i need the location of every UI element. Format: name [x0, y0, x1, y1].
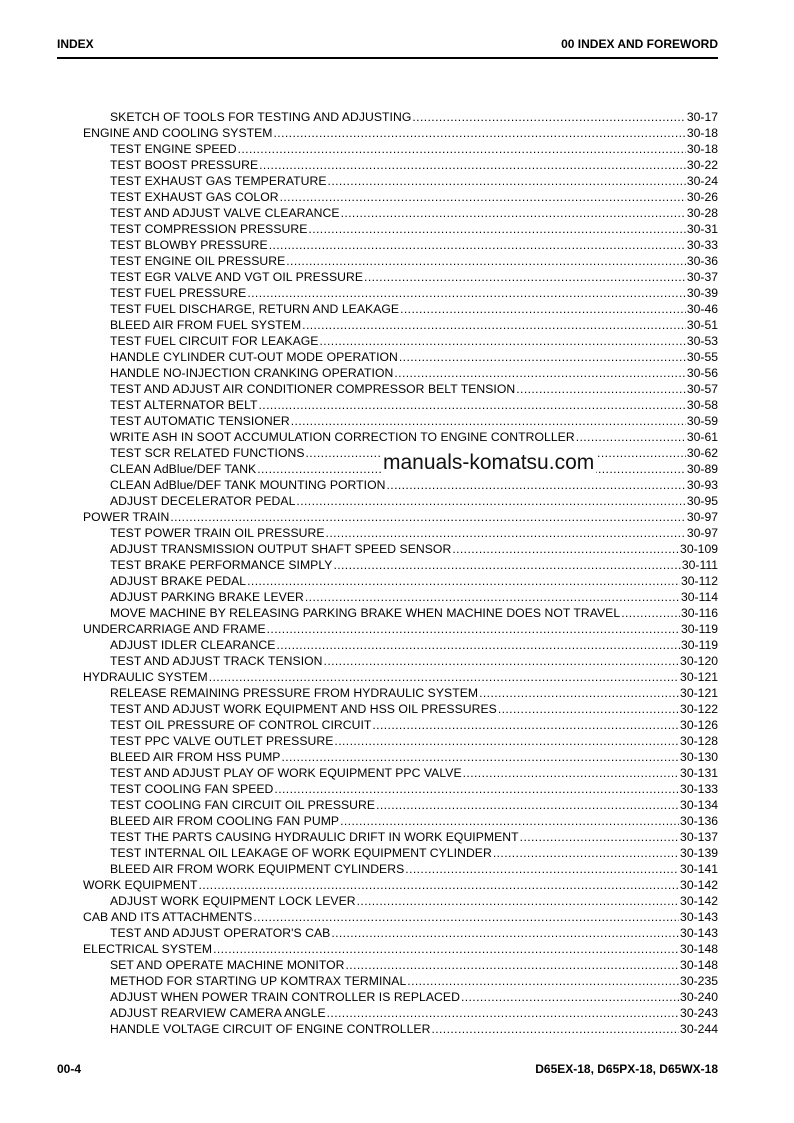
- toc-entry-title: TEST INTERNAL OIL LEAKAGE OF WORK EQUIPMENT CYLINDER: [110, 846, 492, 860]
- toc-dot-leader: [333, 557, 680, 573]
- toc-entry-page: 30-119: [680, 622, 718, 636]
- toc-section-entry[interactable]: [83, 877, 718, 893]
- toc-entry[interactable]: [83, 685, 718, 701]
- toc-entry-title: CAB AND ITS ATTACHMENTS: [83, 910, 253, 924]
- page-header: [57, 37, 718, 53]
- toc-dot-leader: [281, 749, 679, 765]
- toc-entry[interactable]: [83, 333, 718, 349]
- toc-dot-leader: [274, 781, 679, 797]
- toc-entry[interactable]: [83, 957, 718, 973]
- toc-entry[interactable]: [83, 365, 718, 381]
- toc-dot-leader: [498, 701, 679, 717]
- toc-dot-leader: [269, 237, 686, 253]
- toc-entry-page: 30-139: [680, 846, 718, 860]
- toc-entry-title: RELEASE REMAINING PRESSURE FROM HYDRAULIC SYSTEM: [110, 686, 479, 700]
- toc-entry-title: ENGINE AND COOLING SYSTEM: [83, 126, 273, 140]
- toc-entry[interactable]: [83, 637, 718, 653]
- toc-entry[interactable]: [83, 205, 718, 221]
- toc-entry-title: BLEED AIR FROM HSS PUMP: [110, 750, 281, 764]
- toc-entry-title: UNDERCARRIAGE AND FRAME: [83, 622, 266, 636]
- toc-entry-title: ADJUST TRANSMISSION OUTPUT SHAFT SPEED SENSOR: [110, 542, 452, 556]
- toc-entry-page: 30-148: [680, 942, 718, 956]
- toc-entry-title: ELECTRICAL SYSTEM: [83, 942, 213, 956]
- toc-dot-leader: [516, 381, 686, 397]
- toc-entry-title: ADJUST WORK EQUIPMENT LOCK LEVER: [110, 894, 356, 908]
- toc-entry-page: 30-121: [680, 686, 718, 700]
- toc-dot-leader: [621, 605, 680, 621]
- toc-entry[interactable]: [83, 989, 718, 1005]
- toc-entry-page: 30-244: [680, 1022, 718, 1036]
- toc-dot-leader: [308, 221, 685, 237]
- toc-dot-leader: [302, 317, 686, 333]
- toc-entry-page: 30-141: [680, 862, 718, 876]
- toc-entry-page: 30-18: [686, 142, 718, 156]
- header-chapter-title: 00 INDEX AND FOREWORD: [561, 37, 718, 51]
- toc-entry-page: 30-136: [680, 814, 718, 828]
- toc-entry-title: TEST AND ADJUST WORK EQUIPMENT AND HSS OIL PRESSURES: [110, 702, 497, 716]
- toc-entry-page: 30-51: [686, 318, 718, 332]
- toc-entry-title: ADJUST REARVIEW CAMERA ANGLE: [110, 1006, 326, 1020]
- toc-entry[interactable]: [83, 893, 718, 909]
- toc-entry-page: 30-61: [686, 430, 718, 444]
- toc-entry-title: TEST THE PARTS CAUSING HYDRAULIC DRIFT IN WORK EQUIPMENT: [110, 830, 519, 844]
- toc-dot-leader: [276, 637, 680, 653]
- toc-dot-leader: [461, 989, 679, 1005]
- toc-dot-leader: [394, 365, 685, 381]
- toc-dot-leader: [493, 845, 679, 861]
- toc-entry-page: 30-59: [686, 414, 718, 428]
- toc-entry-title: TEST SCR RELATED FUNCTIONS: [110, 446, 305, 460]
- toc-entry-page: 30-31: [686, 222, 718, 236]
- toc-entry-page: 30-126: [680, 718, 718, 732]
- toc-entry-title: CLEAN AdBlue/DEF TANK: [110, 462, 257, 476]
- toc-entry-page: 30-142: [680, 878, 718, 892]
- toc-dot-leader: [238, 141, 686, 157]
- toc-entry-page: 30-235: [680, 974, 718, 988]
- toc-dot-leader: [267, 621, 680, 637]
- toc-entry-title: TEST AUTOMATIC TENSIONER: [110, 414, 290, 428]
- toc-entry[interactable]: [83, 525, 718, 541]
- toc-entry-title: TEST FUEL DISCHARGE, RETURN AND LEAKAGE: [110, 302, 400, 316]
- toc-dot-leader: [400, 301, 686, 317]
- toc-entry-page: 30-143: [680, 926, 718, 940]
- toc-entry-title: BLEED AIR FROM COOLING FAN PUMP: [110, 814, 340, 828]
- toc-entry-page: 30-119: [680, 638, 718, 652]
- toc-entry-title: TEST COOLING FAN CIRCUIT OIL PRESSURE: [110, 798, 376, 812]
- toc-dot-leader: [213, 941, 679, 957]
- toc-entry-title: MOVE MACHINE BY RELEASING PARKING BRAKE WHEN MACHINE DOES NOT TRAVEL: [110, 606, 621, 620]
- page-number: 00-4: [57, 1062, 82, 1076]
- toc-dot-leader: [520, 829, 679, 845]
- toc-entry[interactable]: [83, 317, 718, 333]
- toc-entry-title: HANDLE CYLINDER CUT-OUT MODE OPERATION: [110, 350, 398, 364]
- toc-dot-leader: [407, 973, 679, 989]
- watermark: manuals-komatsu.com: [383, 451, 595, 474]
- header-divider: [57, 57, 718, 59]
- toc-section-entry[interactable]: [83, 669, 718, 685]
- toc-dot-leader: [291, 413, 686, 429]
- toc-entry[interactable]: [83, 557, 718, 573]
- toc-section-entry[interactable]: [83, 509, 718, 525]
- toc-entry-page: 30-62: [686, 446, 718, 460]
- toc-dot-leader: [253, 909, 679, 925]
- toc-section-entry[interactable]: [83, 621, 718, 637]
- toc-entry-title: TEST BRAKE PERFORMANCE SIMPLY: [110, 558, 333, 572]
- toc-entry[interactable]: [83, 589, 718, 605]
- toc-entry-page: 30-133: [680, 782, 718, 796]
- toc-entry[interactable]: [83, 701, 718, 717]
- toc-dot-leader: [341, 205, 686, 221]
- toc-section-entry[interactable]: [83, 941, 718, 957]
- toc-entry-title: TEST FUEL CIRCUIT FOR LEAKAGE: [110, 334, 319, 348]
- toc-dot-leader: [576, 429, 686, 445]
- toc-entry-page: 30-93: [686, 478, 718, 492]
- toc-entry-title: TEST BOOST PRESSURE: [110, 158, 259, 172]
- toc-entry-page: 30-26: [686, 190, 718, 204]
- toc-entry-title: TEST OIL PRESSURE OF CONTROL CIRCUIT: [110, 718, 372, 732]
- toc-entry-title: BLEED AIR FROM WORK EQUIPMENT CYLINDERS: [110, 862, 405, 876]
- toc-dot-leader: [346, 957, 680, 973]
- toc-entry[interactable]: [83, 717, 718, 733]
- toc-entry-page: 30-120: [680, 654, 718, 668]
- toc-entry-title: HANDLE VOLTAGE CIRCUIT OF ENGINE CONTROLLER: [110, 1022, 431, 1036]
- toc-dot-leader: [259, 397, 686, 413]
- toc-entry[interactable]: [83, 173, 718, 189]
- toc-entry-title: WRITE ASH IN SOOT ACCUMULATION CORRECTION TO ENGINE CONTROLLER: [110, 430, 575, 444]
- toc-entry[interactable]: [83, 397, 718, 413]
- toc-entry[interactable]: [83, 653, 718, 669]
- toc-entry-title: BLEED AIR FROM FUEL SYSTEM: [110, 318, 302, 332]
- toc-dot-leader: [324, 653, 680, 669]
- toc-dot-leader: [247, 573, 680, 589]
- toc-entry[interactable]: [83, 301, 718, 317]
- toc-entry[interactable]: [83, 493, 718, 509]
- toc-entry-page: 30-122: [680, 702, 718, 716]
- toc-entry-title: TEST EXHAUST GAS TEMPERATURE: [110, 174, 327, 188]
- toc-section-entry[interactable]: [83, 125, 718, 141]
- toc-entry-title: POWER TRAIN: [83, 510, 170, 524]
- toc-entry[interactable]: [83, 1021, 718, 1037]
- toc-dot-leader: [405, 861, 679, 877]
- toc-entry-page: 30-89: [686, 462, 718, 476]
- toc-entry-page: 30-112: [680, 574, 718, 588]
- toc-entry-page: 30-22: [686, 158, 718, 172]
- toc-entry[interactable]: [83, 973, 718, 989]
- toc-entry[interactable]: [83, 285, 718, 301]
- toc-entry-page: 30-24: [686, 174, 718, 188]
- toc-entry-title: TEST POWER TRAIN OIL PRESSURE: [110, 526, 325, 540]
- toc-entry[interactable]: [83, 189, 718, 205]
- toc-entry-page: 30-28: [686, 206, 718, 220]
- toc-section-entry[interactable]: [83, 909, 718, 925]
- toc-dot-leader: [319, 333, 685, 349]
- toc-entry[interactable]: [83, 925, 718, 941]
- toc-dot-leader: [274, 125, 686, 141]
- toc-entry[interactable]: [83, 733, 718, 749]
- toc-entry[interactable]: [83, 765, 718, 781]
- toc-entry-title: SKETCH OF TOOLS FOR TESTING AND ADJUSTING: [110, 110, 412, 124]
- table-of-contents: [83, 109, 718, 1037]
- toc-entry[interactable]: [83, 237, 718, 253]
- toc-entry-page: 30-131: [680, 766, 718, 780]
- toc-entry-title: METHOD FOR STARTING UP KOMTRAX TERMINAL: [110, 974, 407, 988]
- toc-dot-leader: [280, 189, 686, 205]
- toc-entry-page: 30-33: [686, 238, 718, 252]
- toc-dot-leader: [209, 669, 679, 685]
- toc-dot-leader: [259, 157, 686, 173]
- toc-dot-leader: [305, 589, 680, 605]
- toc-entry-page: 30-243: [680, 1006, 718, 1020]
- toc-entry-page: 30-148: [680, 958, 718, 972]
- toc-dot-leader: [296, 493, 685, 509]
- toc-dot-leader: [387, 477, 686, 493]
- toc-entry[interactable]: [83, 813, 718, 829]
- toc-dot-leader: [198, 877, 679, 893]
- toc-entry-page: 30-116: [680, 606, 718, 620]
- toc-dot-leader: [376, 797, 679, 813]
- toc-entry-page: 30-58: [686, 398, 718, 412]
- toc-dot-leader: [327, 1005, 679, 1021]
- toc-entry-page: 30-95: [686, 494, 718, 508]
- toc-dot-leader: [328, 173, 686, 189]
- toc-entry-page: 30-18: [686, 126, 718, 140]
- toc-entry-page: 30-137: [680, 830, 718, 844]
- toc-entry-title: CLEAN AdBlue/DEF TANK MOUNTING PORTION: [110, 478, 386, 492]
- toc-entry-title: TEST AND ADJUST VALVE CLEARANCE: [110, 206, 340, 220]
- toc-dot-leader: [357, 893, 679, 909]
- toc-entry[interactable]: [83, 109, 718, 125]
- toc-dot-leader: [364, 269, 686, 285]
- toc-entry[interactable]: [83, 605, 718, 621]
- toc-entry-title: TEST COMPRESSION PRESSURE: [110, 222, 308, 236]
- toc-entry-page: 30-46: [686, 302, 718, 316]
- toc-entry-page: 30-121: [680, 670, 718, 684]
- toc-entry-title: TEST AND ADJUST OPERATOR'S CAB: [110, 926, 331, 940]
- toc-dot-leader: [247, 285, 685, 301]
- toc-entry-title: TEST COOLING FAN SPEED: [110, 782, 274, 796]
- toc-entry-page: 30-130: [680, 750, 718, 764]
- toc-entry-page: 30-142: [680, 894, 718, 908]
- toc-entry-title: TEST ENGINE SPEED: [110, 142, 237, 156]
- toc-entry-page: 30-134: [680, 798, 718, 812]
- toc-entry[interactable]: [83, 477, 718, 493]
- toc-entry-title: SET AND OPERATE MACHINE MONITOR: [110, 958, 345, 972]
- toc-dot-leader: [170, 509, 686, 525]
- toc-entry[interactable]: [83, 413, 718, 429]
- toc-entry-title: TEST FUEL PRESSURE: [110, 286, 247, 300]
- toc-entry[interactable]: [83, 349, 718, 365]
- toc-entry-page: 30-114: [680, 590, 718, 604]
- toc-entry-title: ADJUST DECELERATOR PEDAL: [110, 494, 296, 508]
- toc-entry-title: TEST ENGINE OIL PRESSURE: [110, 254, 286, 268]
- toc-entry[interactable]: [83, 221, 718, 237]
- toc-entry[interactable]: [83, 141, 718, 157]
- toc-entry-title: TEST AND ADJUST TRACK TENSION: [110, 654, 323, 668]
- toc-entry-title: TEST PPC VALVE OUTLET PRESSURE: [110, 734, 334, 748]
- toc-entry-title: ADJUST PARKING BRAKE LEVER: [110, 590, 304, 604]
- toc-entry[interactable]: [83, 829, 718, 845]
- toc-entry-page: 30-128: [680, 734, 718, 748]
- toc-entry-title: TEST BLOWBY PRESSURE: [110, 238, 268, 252]
- toc-dot-leader: [372, 717, 679, 733]
- toc-entry[interactable]: [83, 749, 718, 765]
- toc-entry-title: TEST AND ADJUST AIR CONDITIONER COMPRESSOR BELT TENSION: [110, 382, 516, 396]
- toc-entry[interactable]: [83, 541, 718, 557]
- toc-dot-leader: [340, 813, 679, 829]
- toc-entry[interactable]: [83, 269, 718, 285]
- toc-entry-page: 30-36: [686, 254, 718, 268]
- toc-entry[interactable]: [83, 781, 718, 797]
- toc-entry-page: 30-53: [686, 334, 718, 348]
- toc-entry-title: TEST EGR VALVE AND VGT OIL PRESSURE: [110, 270, 364, 284]
- toc-entry-title: ADJUST WHEN POWER TRAIN CONTROLLER IS REPLACED: [110, 990, 460, 1004]
- toc-entry-page: 30-97: [686, 510, 718, 524]
- toc-entry-page: 30-55: [686, 350, 718, 364]
- toc-entry-page: 30-37: [686, 270, 718, 284]
- toc-dot-leader: [431, 1021, 679, 1037]
- toc-entry-title: HYDRAULIC SYSTEM: [83, 670, 208, 684]
- toc-entry-title: TEST ALTERNATOR BELT: [110, 398, 258, 412]
- toc-dot-leader: [452, 541, 679, 557]
- toc-entry-title: TEST AND ADJUST PLAY OF WORK EQUIPMENT PPC VALVE: [110, 766, 462, 780]
- toc-entry[interactable]: [83, 157, 718, 173]
- toc-entry-title: ADJUST IDLER CLEARANCE: [110, 638, 276, 652]
- toc-entry-page: 30-39: [686, 286, 718, 300]
- toc-entry-page: 30-240: [680, 990, 718, 1004]
- header-section-title: INDEX: [57, 37, 94, 51]
- toc-dot-leader: [331, 925, 679, 941]
- toc-dot-leader: [479, 685, 679, 701]
- toc-entry[interactable]: [83, 381, 718, 397]
- page-footer: [57, 1062, 718, 1078]
- toc-entry[interactable]: [83, 861, 718, 877]
- toc-entry-title: TEST EXHAUST GAS COLOR: [110, 190, 279, 204]
- toc-dot-leader: [463, 765, 679, 781]
- toc-dot-leader: [334, 733, 679, 749]
- toc-dot-leader: [412, 109, 685, 125]
- toc-entry-title: WORK EQUIPMENT: [83, 878, 198, 892]
- model-numbers: D65EX-18, D65PX-18, D65WX-18: [535, 1062, 718, 1076]
- toc-entry[interactable]: [83, 253, 718, 269]
- toc-entry-page: 30-17: [686, 110, 718, 124]
- toc-entry-title: HANDLE NO-INJECTION CRANKING OPERATION: [110, 366, 394, 380]
- toc-entry-page: 30-143: [680, 910, 718, 924]
- toc-entry[interactable]: [83, 797, 718, 813]
- toc-entry-page: 30-109: [680, 542, 718, 556]
- toc-entry-page: 30-56: [686, 366, 718, 380]
- toc-entry[interactable]: [83, 429, 718, 445]
- toc-entry-page: 30-97: [686, 526, 718, 540]
- toc-dot-leader: [399, 349, 686, 365]
- toc-entry-title: ADJUST BRAKE PEDAL: [110, 574, 247, 588]
- toc-entry-page: 30-111: [681, 558, 718, 572]
- toc-entry[interactable]: [83, 845, 718, 861]
- toc-dot-leader: [286, 253, 686, 269]
- toc-entry-page: 30-57: [686, 382, 718, 396]
- toc-entry[interactable]: [83, 573, 718, 589]
- toc-dot-leader: [326, 525, 686, 541]
- toc-entry[interactable]: [83, 1005, 718, 1021]
